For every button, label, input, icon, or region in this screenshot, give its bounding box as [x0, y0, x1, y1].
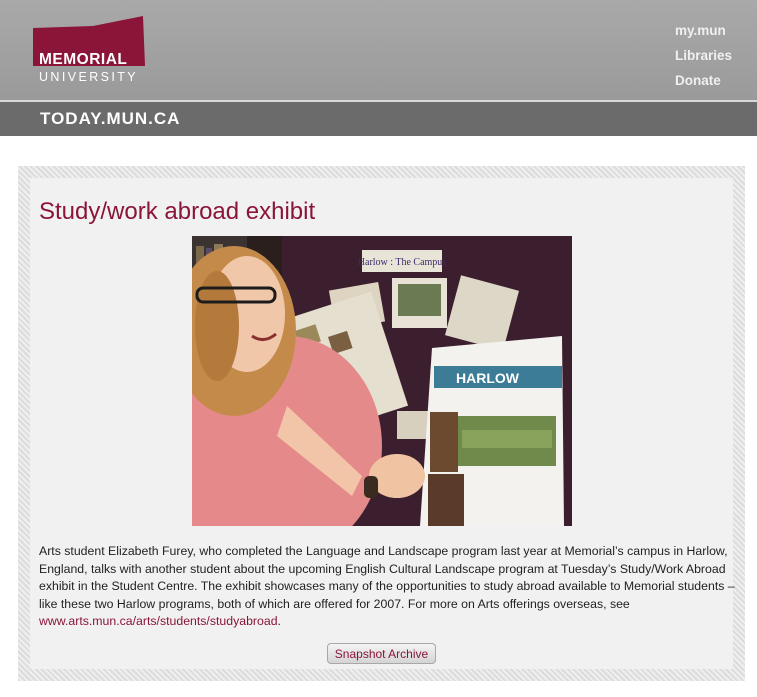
logo-wordmark-memorial: MEMORIAL: [39, 51, 128, 68]
site-name-link[interactable]: TODAY.MUN.CA: [40, 109, 181, 128]
caption-end: .: [277, 614, 281, 628]
site-name-bar: [0, 102, 757, 136]
article-title: Study/work abroad exhibit: [39, 198, 316, 225]
article-frame: [18, 166, 745, 681]
libraries-link[interactable]: Libraries: [675, 48, 733, 63]
brochure-title: HARLOW: [456, 370, 519, 386]
top-links: [667, 18, 757, 93]
donate-link[interactable]: Donate: [675, 73, 721, 88]
article-panel: [30, 178, 733, 669]
studyabroad-link[interactable]: www.arts.mun.ca/arts/students/studyabroad: [39, 614, 278, 628]
snapshot-archive-button[interactable]: Snapshot Archive: [327, 643, 436, 664]
mymun-link[interactable]: my.mun: [675, 23, 726, 38]
memorial-university-logo[interactable]: [33, 16, 148, 86]
article-photo: [192, 236, 572, 526]
logo-wordmark-university: UNIVERSITY: [39, 70, 139, 84]
photo-illustration: [192, 236, 572, 526]
poster-heading: Harlow : The Campus: [357, 257, 447, 268]
caption-text: Arts student Elizabeth Furey, who completed the Language and Landscape program last year at Memorial’s campus in Harlow, England, talks with another student about the upcoming English Cultural Landscape program at Tuesday’s Study/Work Abroad exhibit in the Student Centre. The exhibit showcases many of the opportunities to study abroad available to Memorial students – like these two Harlow programs, both of which are offered for 2007. For more on Arts offerings overseas, see: [39, 544, 735, 611]
photo-caption: [39, 543, 739, 631]
site-header: [0, 0, 757, 100]
